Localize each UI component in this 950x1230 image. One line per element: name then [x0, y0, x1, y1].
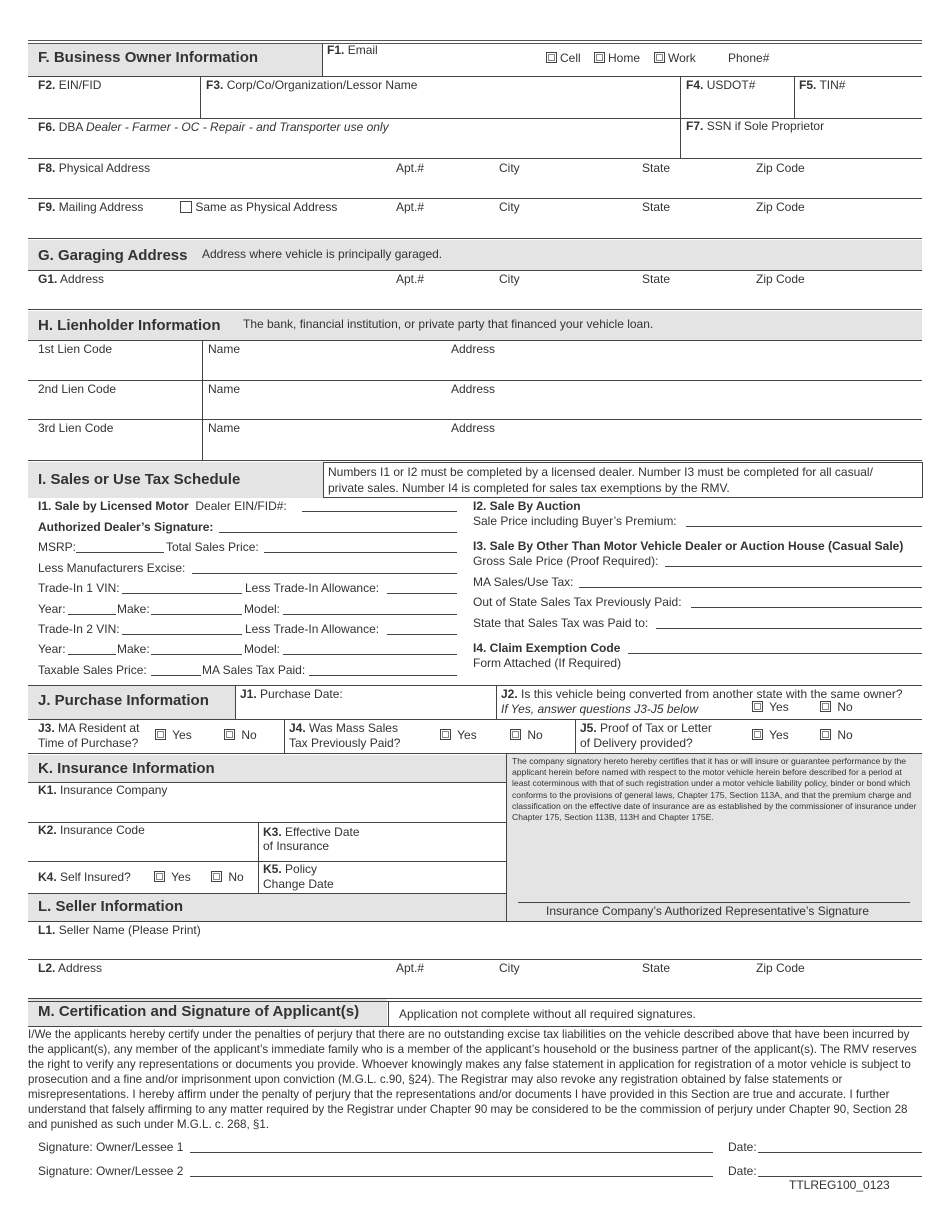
insurance-rep-signature-label: Insurance Company’s Authorized Representative’s Signature [546, 904, 870, 918]
f5-label: F5. TIN# [799, 78, 846, 92]
f9-state-label: State [642, 200, 671, 214]
trade-in2-vin-label: Trade-In 2 VIN: [38, 622, 120, 636]
certification-paragraph: I/We the applicants hereby certify under the penalties of perjury that there are no outstanding excise tax liabilities on the vehicle described above that have been incurred by the applicant(s), any member of the applicant’s immediate family who is a member of the applicant’s household or the business partner of the applicant(s). The RMV reserves the right to verify any representations or documents you provide. Whoever knowingly makes any false statement in application for registration of a motor vehicle is subject to prosecution and a fine and/or imprisonment upon conviction (M.G.L. c.90, §24). The Registrar may also revoke any registration obtained by false statements or misrepresentations. I hereby affirm under the penalty of perjury that the representations and/or documents I have provided in this Section are true and accurate. I further understand that falsely affirming to any matter required by the Registrar under Chapter 90 may be considered to be the commission of perjury under Chapter 90, Section 28 and punished as such under M.G.L. c. 268, §1. [28, 1028, 917, 1131]
l2-apt-label: Apt.# [396, 961, 425, 975]
f8-apt-label: Apt.# [396, 161, 425, 175]
section-i-note: Numbers I1 or I2 must be completed by a licensed dealer. Number I3 must be completed for all casual/ private sales. Number I4 is completed for sales tax exemptions by the RMV. [328, 465, 873, 495]
f6-label: F6. DBA Dealer - Farmer - OC - Repair - and Transporter use only [38, 120, 389, 134]
section-g-title: G. Garaging Address [38, 247, 188, 264]
home-checkbox[interactable]: Home [594, 51, 640, 65]
k4-label: K4. Self Insured? [38, 870, 131, 884]
f4-label: F4. USDOT# [686, 78, 756, 92]
f1-label: F1. Email [327, 43, 378, 57]
model2-label: Model: [244, 642, 281, 656]
year2-label: Year: [38, 642, 66, 656]
section-h-title: H. Lienholder Information [38, 317, 221, 334]
section-l-title: L. Seller Information [38, 898, 184, 915]
k5-label-line2: Change Date [263, 877, 334, 891]
section-k-title: K. Insurance Information [38, 760, 215, 777]
make2-label: Make: [117, 642, 150, 656]
lien1-name-label: Name [208, 342, 241, 356]
j3-no-checkbox[interactable]: No [224, 728, 257, 742]
lien1-address-label: Address [451, 342, 496, 356]
ma-sales-tax-paid-label: MA Sales Tax Paid: [202, 663, 306, 677]
section-g-note: Address where vehicle is principally garaged. [202, 247, 443, 261]
k3-label-line2: of Insurance [263, 839, 330, 853]
lien3-name-label: Name [208, 421, 241, 435]
j5-no-checkbox[interactable]: No [820, 728, 853, 742]
f8-label: F8. Physical Address [38, 161, 151, 175]
l2-label: L2. Address [38, 961, 103, 975]
l2-zip-label: Zip Code [756, 961, 805, 975]
j2-no-checkbox[interactable]: No [820, 700, 853, 714]
signature-owner1-label: Signature: Owner/Lessee 1 [38, 1140, 184, 1154]
j4-label: J4. Was Mass Sales [289, 721, 398, 735]
f9-label: F9. Mailing Address [38, 200, 144, 214]
taxable-sales-price-label: Taxable Sales Price: [38, 663, 147, 677]
j2-yes-checkbox[interactable]: Yes [752, 700, 789, 714]
i2-sale-price-label: Sale Price including Buyer’s Premium: [473, 514, 677, 528]
trade-in2-allowance-label: Less Trade-In Allowance: [245, 622, 380, 636]
j4-label-line2: Tax Previously Paid? [289, 736, 401, 750]
j1-label: J1. Purchase Date: [240, 687, 343, 701]
section-f-title: F. Business Owner Information [38, 49, 259, 66]
auth-dealer-sig-label: Authorized Dealer’s Signature: [38, 520, 214, 534]
oos-tax-paid-label: Out of State Sales Tax Previously Paid: [473, 595, 682, 609]
lien2-code-label: 2nd Lien Code [38, 382, 117, 396]
k3-label: K3. Effective Date [263, 825, 360, 839]
lien2-address-label: Address [451, 382, 496, 396]
section-m-note: Application not complete without all required signatures. [399, 1007, 696, 1021]
j3-label: J3. MA Resident at [38, 721, 140, 735]
j3-yes-checkbox[interactable]: Yes [155, 728, 192, 742]
trade-in1-vin-label: Trade-In 1 VIN: [38, 581, 120, 595]
lien1-code-label: 1st Lien Code [38, 342, 113, 356]
section-i-title: I. Sales or Use Tax Schedule [38, 471, 241, 488]
g1-state-label: State [642, 272, 671, 286]
gross-sale-price-label: Gross Sale Price (Proof Required): [473, 554, 659, 568]
k1-label: K1. Insurance Company [38, 783, 168, 797]
state-tax-paid-label: State that Sales Tax was Paid to: [473, 616, 649, 630]
j5-yes-checkbox[interactable]: Yes [752, 728, 789, 742]
f2-label: F2. EIN/FID [38, 78, 102, 92]
j4-no-checkbox[interactable]: No [510, 728, 543, 742]
year1-label: Year: [38, 602, 66, 616]
section-m-title: M. Certification and Signature of Applicant(s) [38, 1003, 360, 1020]
same-as-physical-checkbox[interactable]: Same as Physical Address [180, 200, 337, 214]
lien3-address-label: Address [451, 421, 496, 435]
less-mfr-excise-label: Less Manufacturers Excise: [38, 561, 186, 575]
i3-label: I3. Sale By Other Than Motor Vehicle Dealer or Auction House (Casual Sale) [473, 539, 904, 553]
date2-label: Date: [728, 1164, 757, 1178]
i1-label: I1. Sale by Licensed Motor Dealer EIN/FID#: [38, 499, 287, 513]
i4-form-attached-label: Form Attached (If Required) [473, 656, 622, 670]
i4-label: I4. Claim Exemption Code [473, 641, 621, 655]
j2-instruction: If Yes, answer questions J3-J5 below [501, 702, 699, 716]
f9-zip-label: Zip Code [756, 200, 805, 214]
f8-city-label: City [499, 161, 520, 175]
section-j-title: J. Purchase Information [38, 692, 209, 709]
form-code: TTLREG100_0123 [789, 1178, 890, 1192]
g1-zip-label: Zip Code [756, 272, 805, 286]
j4-yes-checkbox[interactable]: Yes [440, 728, 477, 742]
g1-apt-label: Apt.# [396, 272, 425, 286]
l2-city-label: City [499, 961, 520, 975]
total-sales-price-label: Total Sales Price: [166, 540, 259, 554]
j5-label: J5. Proof of Tax or Letter [580, 721, 712, 735]
l1-label: L1. Seller Name (Please Print) [38, 923, 201, 937]
j5-label-line2: of Delivery provided? [580, 736, 693, 750]
f9-city-label: City [499, 200, 520, 214]
insurance-certification-text: The company signatory hereto hereby certifies that it has or will insure or guarantee performance by the applicant herein before named with respect to the motor vehicle herein before described for a period at least coterminous with that of such registration under a motor vehicle liability policy, binder or bond which conforms to the provisions of general laws, Chapter 175, Section 113A, and that the premium charge and classification on the effective date of insurance are as established by the commissioner of insurance under Chapter 175, Section 113B, 113H and Chapter 175E. [512, 756, 917, 823]
g1-label: G1. Address [38, 272, 105, 286]
date1-label: Date: [728, 1140, 757, 1154]
f8-zip-label: Zip Code [756, 161, 805, 175]
k4-no-checkbox[interactable]: No [211, 870, 244, 884]
j2-label: J2. Is this vehicle being converted from another state with the same owner? [501, 687, 903, 701]
work-checkbox[interactable]: Work [654, 51, 696, 65]
cell-checkbox[interactable]: Cell [546, 51, 581, 65]
j3-label-line2: Time of Purchase? [38, 736, 139, 750]
signature-owner2-label: Signature: Owner/Lessee 2 [38, 1164, 184, 1178]
f8-state-label: State [642, 161, 671, 175]
k2-label: K2. Insurance Code [38, 823, 145, 837]
i2-label: I2. Sale By Auction [473, 499, 581, 513]
l2-state-label: State [642, 961, 671, 975]
trade-in1-allowance-label: Less Trade-In Allowance: [245, 581, 380, 595]
k5-label: K5. Policy [263, 862, 318, 876]
f9-apt-label: Apt.# [396, 200, 425, 214]
f7-label: F7. SSN if Sole Proprietor [686, 119, 825, 133]
ma-use-tax-label: MA Sales/Use Tax: [473, 575, 574, 589]
section-h-note: The bank, financial institution, or private party that financed your vehicle loan. [243, 317, 654, 331]
f3-label: F3. Corp/Co/Organization/Lessor Name [206, 78, 418, 92]
k4-yes-checkbox[interactable]: Yes [154, 870, 191, 884]
phone-label: Phone# [728, 51, 770, 65]
make1-label: Make: [117, 602, 150, 616]
msrp-label: MSRP: [38, 540, 77, 554]
lien3-code-label: 3rd Lien Code [38, 421, 114, 435]
lien2-name-label: Name [208, 382, 241, 396]
model1-label: Model: [244, 602, 281, 616]
g1-city-label: City [499, 272, 520, 286]
